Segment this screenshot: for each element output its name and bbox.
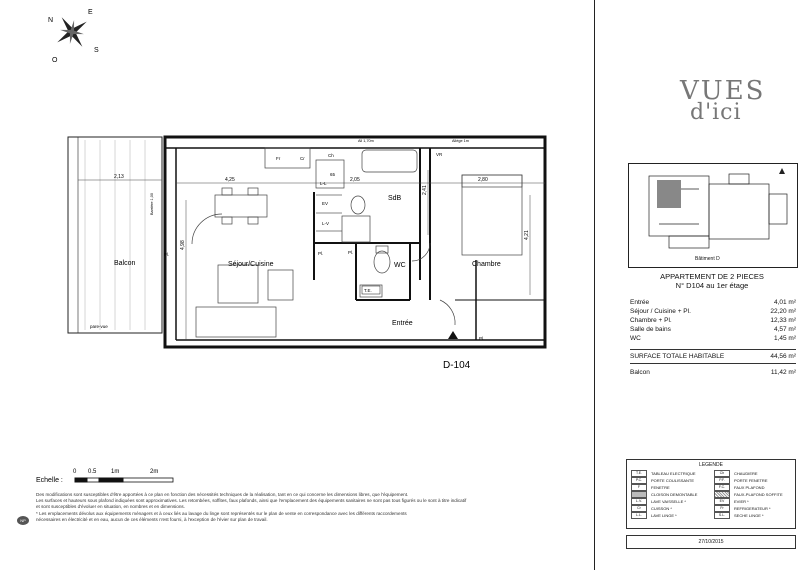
brand-line-1: VUES: [680, 76, 766, 106]
dim-421: 4,21: [524, 230, 530, 240]
legend-item: T.E. TABLEAU ELECTRIQUE: [631, 470, 708, 476]
label-vr: VR: [436, 152, 443, 157]
building-keyplan: [628, 163, 798, 268]
balcony-area: [68, 137, 162, 333]
label-barriere: Barrière 1,00: [150, 193, 154, 215]
legend-item: S.L. SECHE LINGE *: [714, 512, 791, 518]
dim-65: 65: [330, 172, 336, 177]
apartment-title: [628, 272, 796, 290]
surface-row: Salle de bains 4,57 m²: [630, 326, 796, 333]
scale-tick-1: 1m: [111, 469, 120, 475]
legend-item: L.V. LAVE VAISSELLE *: [631, 498, 708, 504]
legend-grid: [627, 468, 795, 520]
label-pl-1: Pl.: [164, 252, 170, 257]
legend-item: L.L. LAVE LINGE *: [631, 512, 708, 518]
surface-row: Entrée 4,01 m²: [630, 299, 796, 306]
label-ev: EV: [322, 201, 329, 206]
dim-498: 4,98: [180, 240, 186, 250]
surface-table: [630, 298, 796, 377]
label-pl-3: Pl.: [348, 250, 354, 255]
label-allege-2: Allège 1m: [452, 139, 469, 143]
legend-item: P.F. PORTE FENETRE: [714, 477, 791, 483]
room-entree: Entrée: [392, 320, 413, 327]
legend-item: Cr CUISSON *: [631, 505, 708, 511]
label-cr: Cr: [300, 156, 305, 161]
legal-notes: [36, 492, 556, 523]
entrance-arrow-icon: [448, 331, 458, 339]
surface-row: Chambre + Pl. 12,33 m²: [630, 317, 796, 324]
legend-item: F.C. FAUX PLAFOND: [714, 484, 791, 490]
room-sejour: Séjour/Cuisine: [228, 261, 274, 268]
dim-425: 4,25: [225, 177, 235, 183]
compass-s: S: [94, 47, 99, 54]
surface-row: WC 1,45 m²: [630, 335, 796, 342]
label-pare-vue: pare-vue: [90, 324, 108, 329]
note-line: Des modifications sont susceptibles d'être apportées à ce plan en fonction des nécessités techniques de la réalisation, tant en ce qui concerne les dimensions libres, que l'équipement.: [36, 492, 409, 497]
scale-bar: [75, 478, 173, 482]
surface-balcon: Balcon 11,42 m²: [630, 369, 796, 376]
legend-item: EV EVIER *: [714, 498, 791, 504]
np-badge-icon: NP: [17, 516, 29, 525]
legend-item: Ch CHAUDIERE: [714, 470, 791, 476]
legend-box: [626, 459, 796, 529]
legend-item: CLOISON DEMONTABLE: [631, 491, 708, 497]
label-lv: L-V: [322, 221, 330, 226]
compass-n: N: [48, 17, 54, 24]
label-fr: Fr: [276, 156, 281, 161]
scale-tick-05: 0.5: [88, 469, 97, 475]
dim-205: 2,05: [350, 177, 360, 183]
label-pl-2: Pl.: [318, 251, 324, 256]
room-sdb: SdB: [388, 195, 402, 202]
legend-title: LEGENDE: [699, 462, 723, 468]
label-ll: L-L: [320, 181, 327, 186]
date-stamp: 27/10/2015: [626, 535, 796, 549]
scale-label: Echelle :: [36, 477, 63, 484]
surface-row: Séjour / Cuisine + Pl. 22,20 m²: [630, 308, 796, 315]
apartment-type: APPARTEMENT DE 2 PIECES: [660, 272, 764, 281]
legend-item: P.C. PORTE COULISSANTE: [631, 477, 708, 483]
note-line: nécessaires en électricité et en eau, aucun de ces éléments n'est fourni, à l'exception de l'évier sur plan de travail.: [36, 516, 268, 522]
dim-213: 2,13: [114, 174, 124, 180]
legend-item: Fr REFRIGERATEUR *: [714, 505, 791, 511]
label-te: T.E.: [364, 288, 372, 293]
apartment-number: N° D104 au 1er étage: [675, 281, 749, 290]
building-label: Bâtiment D: [695, 256, 720, 262]
legend-item: F FENETRE: [631, 484, 708, 490]
compass-e: E: [88, 9, 93, 16]
brand-logo: [680, 76, 766, 126]
dim-280: 2,80: [478, 177, 488, 183]
note-line: * Les emplacements dévolus aux équipements ménagers et à ceux liés au lavage du linge sont représentés sur le plan de vente en correspondance avec les différents raccordements: [36, 510, 407, 516]
label-allege-1: All 1,70m: [358, 139, 374, 143]
dim-241: 2,41: [422, 185, 428, 195]
room-wc: WC: [394, 262, 406, 269]
surface-total: SURFACE TOTALE HABITABLE 44,56 m²: [630, 349, 796, 361]
compass-rose-icon: [56, 16, 89, 49]
room-chambre: Chambre: [472, 261, 501, 268]
scale-tick-2: 2m: [150, 469, 159, 475]
room-balcon: Balcon: [114, 260, 136, 267]
note-line: et sont susceptibles d'évoluer en situation, en nombres et en dimensions.: [36, 504, 185, 510]
brand-line-2: d'ici: [690, 100, 742, 126]
unit-tag: D-104: [443, 360, 471, 371]
compass-o: O: [52, 57, 58, 64]
note-line: Les surfaces et hauteurs sous plafond indiquées sont approximatives. Les retombées, soffites, faux plafonds, ainsi que l'emplacement des équipements sanitaires ne sont pas tous figurés ou le sont à titre indicatif: [36, 498, 467, 504]
label-ch: Ch: [328, 153, 334, 158]
scale-tick-0: 0: [73, 469, 77, 475]
label-pl-4: Pl.: [479, 336, 485, 341]
legend-item: FAUX-PLAFOND SOFFITE: [714, 491, 791, 497]
